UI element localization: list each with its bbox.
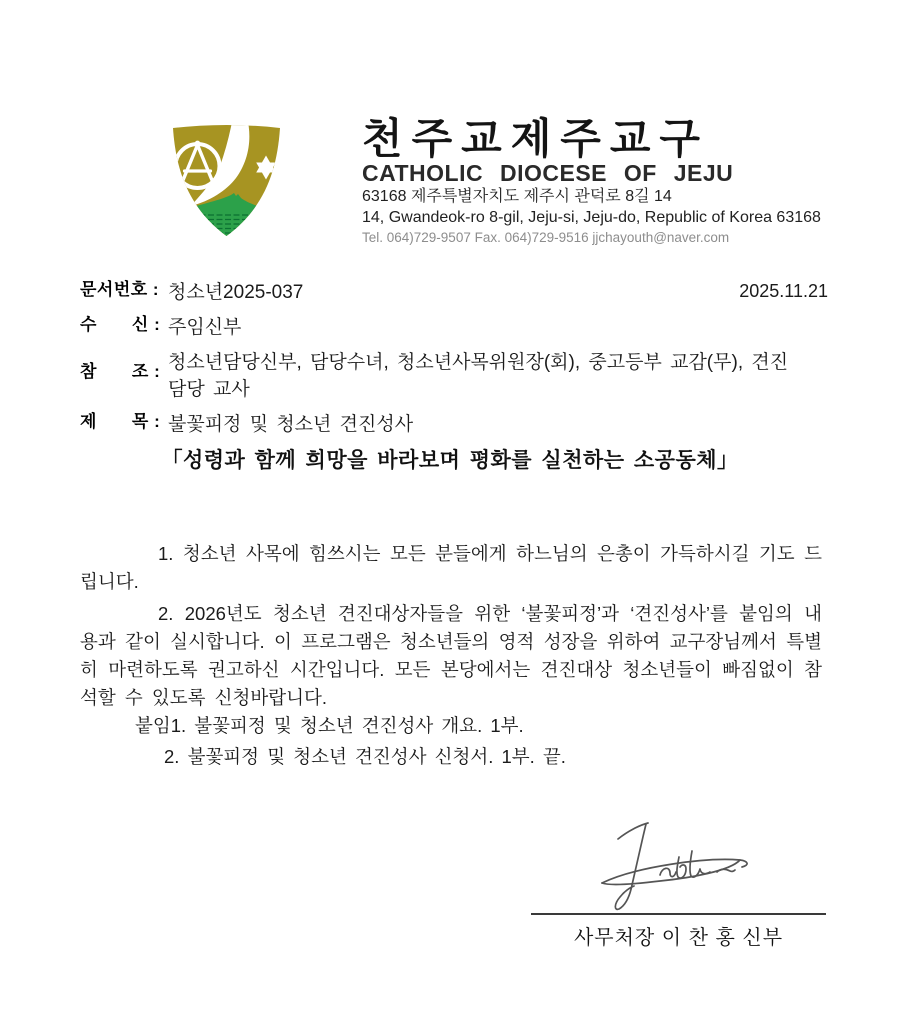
- doc-number-row: [80, 279, 828, 306]
- subject-row: [80, 411, 828, 438]
- address-english: 14, Gwandeok-ro 8-gil, Jeju-si, Jeju-do, Republic of Korea 63168: [362, 209, 821, 226]
- diocese-logo: [170, 121, 283, 240]
- subject-value: 불꽃피정 및 청소년 견진성사: [168, 414, 414, 435]
- attachment-item-1: 붙임1. 불꽃피정 및 청소년 견진성사 개요. 1부.: [135, 715, 524, 736]
- cc-value: [168, 349, 788, 403]
- document-meta: [80, 279, 828, 446]
- cc-value-line2: 담당 교사: [168, 379, 250, 400]
- body-paragraph-1: 1. 청소년 사목에 힘쓰시는 모든 분들에게 하느님의 은총이 가득하시길 기도 드립니다.: [80, 543, 822, 592]
- cc-row: [80, 349, 828, 403]
- attachment-list: [80, 710, 780, 772]
- address-korean: 63168 제주특별자치도 제주시 관덕로 8길 14: [362, 188, 672, 205]
- contact-line: Tel. 064)729-9507 Fax. 064)729-9516 jjchayouth@naver.com: [362, 230, 730, 245]
- doc-number-value: 청소년2025-037: [168, 282, 304, 303]
- signer-name: 사무처장 이 찬 홍 신부: [573, 927, 784, 949]
- cc-label: 참 조 :: [80, 362, 161, 381]
- recipient-value: 주임신부: [168, 317, 242, 338]
- org-name-korean: 천주교제주교구: [362, 115, 710, 162]
- body-paragraph-2: 2. 2026년도 청소년 견진대상자들을 위한 ‘불꽃피정’과 ‘견진성사’를 붙임의 내용과 같이 실시합니다. 이 프로그램은 청소년들의 영적 성장을 위하여 교구장님께서 특별히 마련하도록 권고하신 시간입니다. 모든 본당에서는 견진대상 청소년들이 빠짐없이 참석할 수 있도록 신청바랍니다.: [80, 603, 822, 708]
- signature-divider: [531, 913, 826, 915]
- recipient-label: 수 신 :: [80, 315, 161, 334]
- recipient-row: [80, 314, 828, 341]
- document-date: 2025.11.21: [739, 281, 828, 301]
- subject-label: 제 목 :: [80, 412, 161, 431]
- doc-number-label: 문서번호 :: [80, 280, 160, 299]
- org-name-english: CATHOLIC DIOCESE OF JEJU: [362, 160, 734, 186]
- cc-value-line1: 청소년담당신부, 담당수녀, 청소년사목위원장(회), 중고등부 교감(무), 견진: [168, 352, 789, 373]
- signature-scribble: [590, 815, 820, 920]
- pastoral-slogan: 「성령과 함께 희망을 바라보며 평화를 실천하는 소공동체」: [161, 449, 739, 472]
- attachment-item-2: 2. 불꽃피정 및 청소년 견진성사 신청서. 1부. 끝.: [164, 746, 566, 767]
- letterhead: [362, 115, 832, 245]
- document-body: [80, 540, 822, 712]
